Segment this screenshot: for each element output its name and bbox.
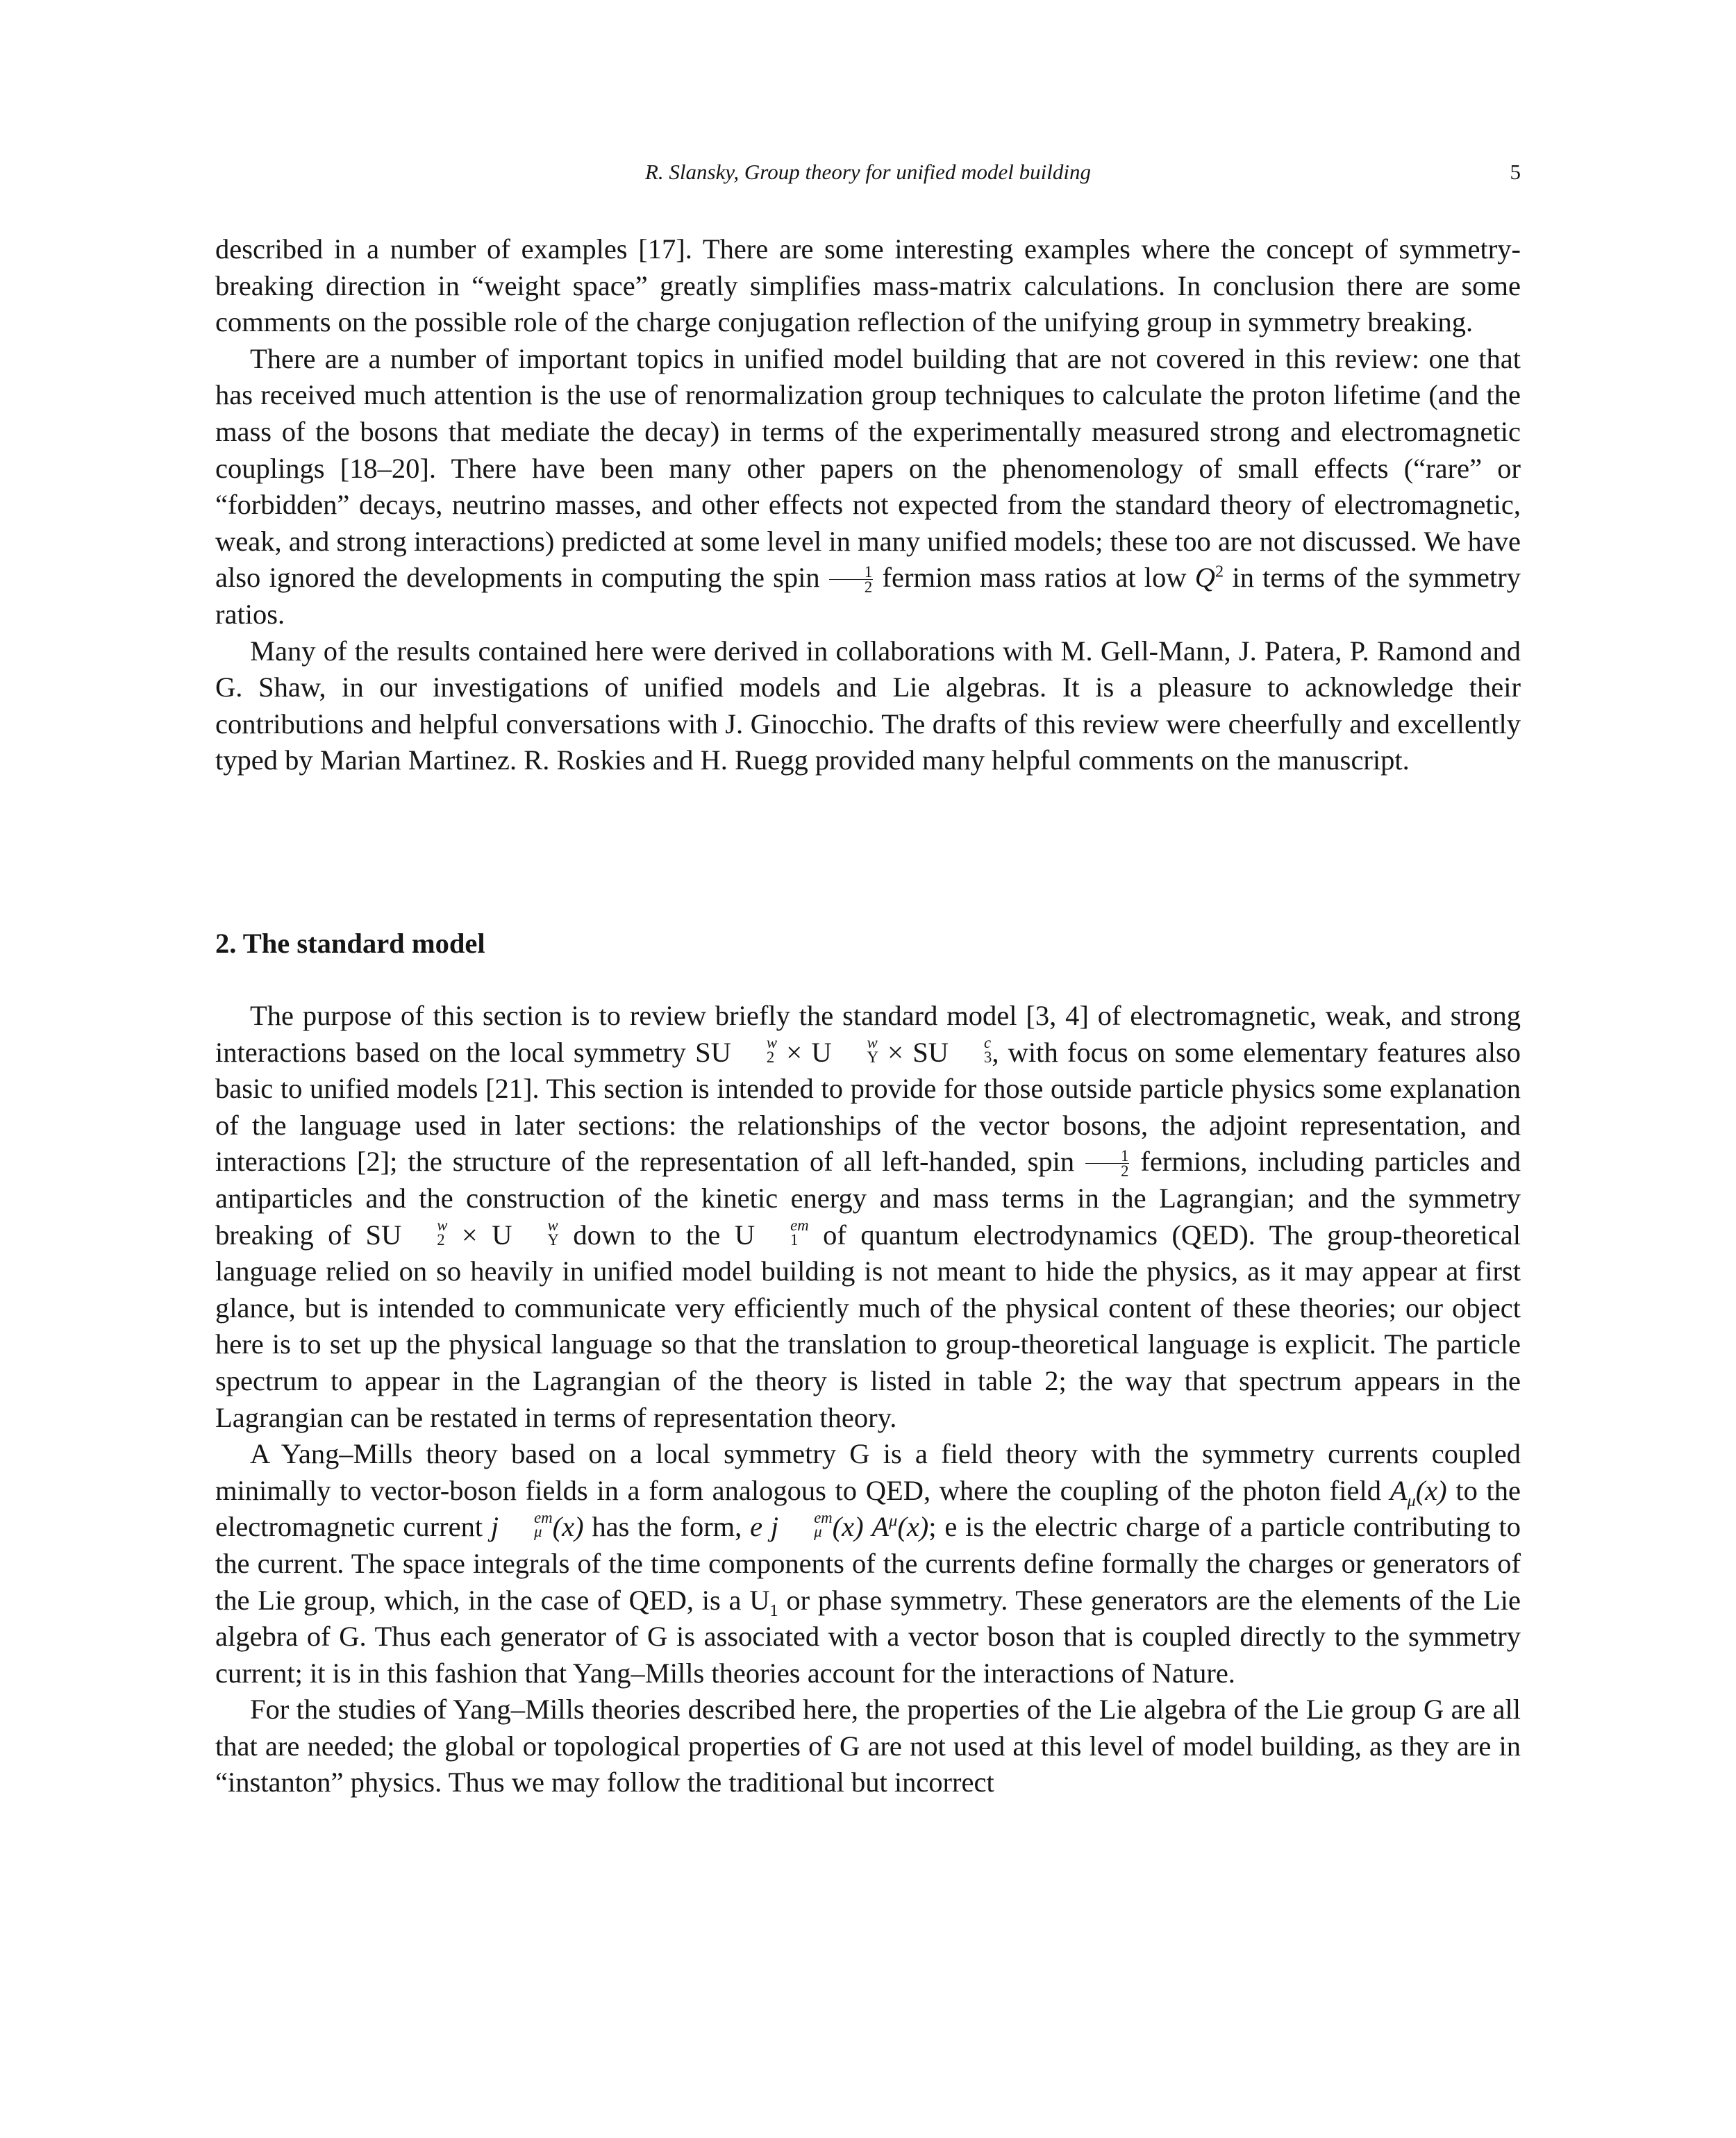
qed-group-expression: U em 1	[734, 1217, 809, 1251]
section-paragraph-1: The purpose of this section is to review briefly the standard model [3, 4] of electromagnetic, weak, and strong interactions based on the local symmetry SU w 2 × U w Y × SU c 3 , with focus on some elementary features also basic to unified models [21]. This section is intended to provide for those outside particle physics some explanation of the language used in later sections: the relationships of the vector bosons, the adjoint representation, and interactions [2]; the structure of the representation of all left-handed, spin $\frac{1}{2}$ fermions, including particles and antiparticles and the construction of the kinetic energy and mass terms in the Lagrangian; and the symmetry breaking of SU w 2 × U w Y down to the U em 1 of quantum electrodynamics (QED). The group-theoretical language relied on so heavily in unified model building is not meant to hide the physics, as it may appear at first glance, but is intended to communicate very efficiently much of the physical content of these theories; our object here is to set up the physical language so that the translation to group-theoretical language is explicit. The particle spectrum to appear in the Lagrangian of the theory is listed in table 2; the way that spectrum appears in the Lagrangian can be restated in terms of representation theory.	[215, 1000, 1521, 1433]
symmetry-group-expression: SU w 2 × U w Y × SU c 3	[695, 1034, 992, 1068]
one-half-fraction: $\frac{1}{2}$	[1085, 1149, 1130, 1179]
section-paragraph-2: A Yang–Mills theory based on a local symmetry G is a field theory with the symmetry currents coupled minimally to vector-boson fields in a form analogous to QED, where the coupling of the photon field $A_\mu(x)$ to the electromagnetic current j em μ (x) has the form, e j em μ (x) $A^\mu(x)$; e is the electric charge of a particle contributing to the current. The space integrals of the time components of the currents define formally the charges or generators of the Lie group, which, in the case of QED, is a $U_1$ or phase symmetry. These generators are the elements of the Lie algebra of G. Thus each generator of G is associated with a vector boson that is coupled directly to the symmetry current; it is in this fashion that Yang–Mills theories account for the interactions of Nature.	[215, 1438, 1521, 1689]
running-head: R. Slansky, Group theory for unified model building	[644, 160, 1092, 184]
intro-paragraph-1: described in a number of examples [17]. There are some interesting examples where the concept of symmetry-breaking direction in “weight space” greatly simplifies mass-matrix calculations. In conclusion there are some comments on the possible role of the charge conjugation reflection of the unifying group in symmetry breaking.	[215, 233, 1521, 338]
section-paragraph-3: For the studies of Yang–Mills theories described here, the properties of the Lie algebra of the Lie group G are all that are needed; the global or topological properties of G are not used at this level of model building, as they are in “instanton” physics. Thus we may follow the traditional but incorrect	[215, 1694, 1521, 1798]
intro-paragraph-2: There are a number of important topics in unified model building that are not covered in this review: one that has received much attention is the use of renormalization group techniques to calculate the proton lifetime (and the mass of the bosons that mediate the decay) in terms of the experimentally measured strong and electromagnetic couplings [18–20]. There have been many other papers on the phenomenology of small effects (“rare” or “forbidden” decays, neutrino masses, and other effects not expected from the standard theory of electromagnetic, weak, and strong interactions) predicted at some level in many unified models; these too are not discussed. We have also ignored the developments in computing the spin $\frac{1}{2}$ fermion mass ratios at low $Q^2$ in terms of the symmetry ratios.	[215, 342, 1521, 630]
electroweak-group-expression: SU w 2 × U w Y	[365, 1217, 559, 1251]
acknowledgements-paragraph: Many of the results contained here were derived in collaborations with M. Gell-Mann, J. Patera, P. Ramond and G. Shaw, in our investigations of unified models and Lie algebras. It is a pleasure to acknowledge their contributions and helpful conversations with J. Ginocchio. The drafts of this review were cheerfully and excellently typed by Marian Martinez. R. Roskies and H. Ruegg provided many helpful comments on the manuscript.	[215, 635, 1521, 776]
intro-text	[215, 231, 1521, 779]
section-heading: 2. The standard model	[215, 928, 485, 959]
page-number: 5	[1510, 160, 1521, 184]
one-half-fraction: $\frac{1}{2}$	[828, 565, 874, 595]
section-2-text	[215, 998, 1521, 1801]
